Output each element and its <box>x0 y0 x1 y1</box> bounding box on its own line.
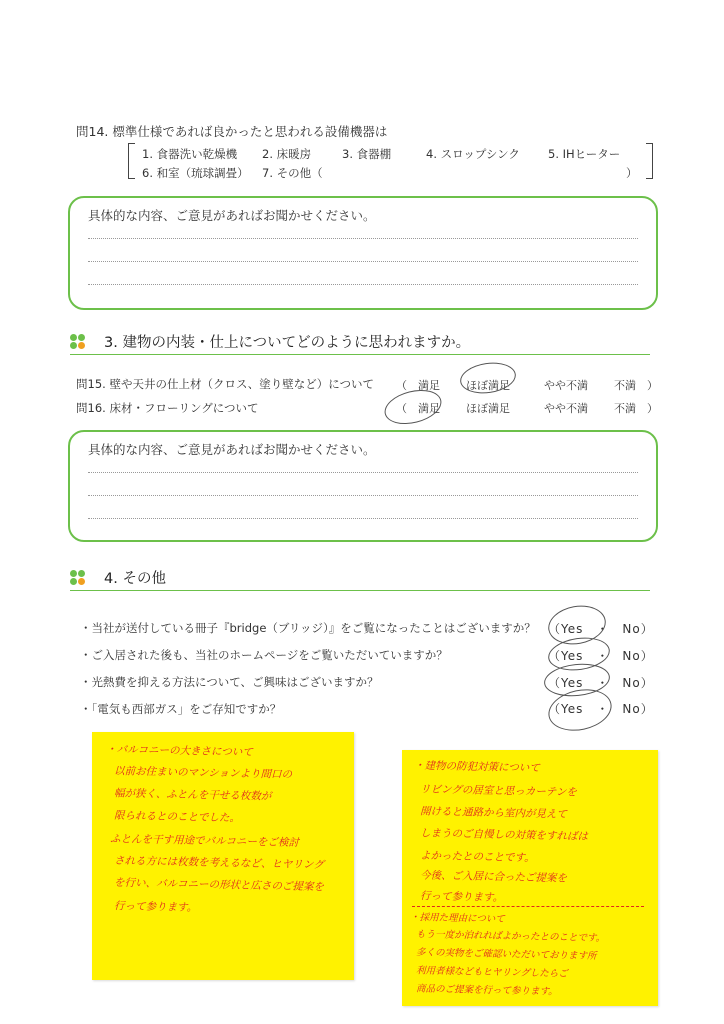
bracket-right <box>646 143 653 179</box>
other-question-3: ・光熱費を抑える方法について、ご興味はございますか？ <box>80 675 379 689</box>
note-left-line: を行い、バルコニーの形状と広さのご提案を <box>113 876 325 894</box>
note-left-line: 行って参ります。 <box>113 900 198 914</box>
dotted-line <box>88 518 638 519</box>
note-right-line: ・建物の防犯対策について <box>413 759 540 775</box>
note-left-line: ・バルコニーの大きさについて <box>105 743 253 759</box>
note-left-line: 以前お住まいのマンションより間口の <box>113 765 293 781</box>
q14-option-6[interactable]: 6. 和室（琉球調畳） <box>142 166 249 180</box>
q16-dissatisfied[interactable]: 不満 ） <box>614 402 658 415</box>
note-right-line: ・採用た理由について <box>409 912 505 925</box>
other-question-1: ・当社が送付している冊子『bridge（ブリッジ）』をご覧になったことはございますか？ <box>80 621 536 635</box>
clover-icon <box>70 334 86 350</box>
q16-somewhat-dissatisfied[interactable]: やや不満 <box>544 402 588 415</box>
note-left-line: ふとんを干す用途でバルコニーをご検討 <box>109 833 300 849</box>
note-left-line: される方には枚数を考えるなど、ヒヤリング <box>113 854 324 872</box>
comment-box-2[interactable] <box>68 430 658 542</box>
q15-label: 問15. 壁や天井の仕上材（クロス、塗り壁など）について <box>76 377 375 391</box>
section-3-title: 3. 建物の内装・仕上についてどのように思われますか。 <box>104 335 471 351</box>
answer-yes-no-2[interactable]: （Yes ・ No） <box>548 649 654 663</box>
dotted-line <box>88 495 638 496</box>
note-right-line: リビングの居室と思っカーテンを <box>419 783 577 799</box>
note-separator <box>412 906 644 907</box>
comment-box-1-title: 具体的な内容、ご意見があればお聞かせください。 <box>88 208 376 223</box>
q14-option-7[interactable]: 7. その他（ <box>262 166 323 180</box>
q14-option-7-close: ） <box>626 166 638 180</box>
answer-yes-no-4[interactable]: （Yes ・ No） <box>548 702 654 716</box>
comment-box-1[interactable] <box>68 196 658 310</box>
q14-option-5[interactable]: 5. IHヒーター <box>548 147 621 161</box>
q15-mostly-satisfied[interactable]: ほぼ満足 <box>466 379 510 392</box>
dotted-line <box>88 284 638 285</box>
note-left-line: 幅が狭く、ふとんを干せる枚数が <box>113 787 272 803</box>
bracket-left <box>128 143 135 179</box>
q15-somewhat-dissatisfied[interactable]: やや不満 <box>544 379 588 392</box>
dotted-line <box>88 472 638 473</box>
note-right-line: 今後、ご入居に合ったご提案を <box>419 869 568 885</box>
q15-satisfied[interactable]: （ 満足 <box>396 379 440 392</box>
q14-label: 問14. 標準仕様であれば良かったと思われる設備機器は <box>76 124 388 139</box>
q14-option-2[interactable]: 2. 床暖房 <box>262 147 312 161</box>
clover-icon <box>70 570 86 586</box>
note-right-line: 多くの実物をご確認いただいております所 <box>415 947 597 962</box>
other-question-4: ・「電気も西部ガス」をご存知ですか？ <box>80 702 282 716</box>
q16-label: 問16. 床材・フローリングについて <box>76 401 259 415</box>
dotted-line <box>88 261 638 262</box>
note-right-line: 開けると通路から室内が見えて <box>419 805 568 821</box>
section-4-title: 4. その他 <box>104 571 166 587</box>
q15-dissatisfied[interactable]: 不満 ） <box>614 379 658 392</box>
note-right-line: よかったとのことです。 <box>419 849 535 865</box>
section-3-header <box>70 330 650 355</box>
note-left-line: 限られるとのことでした。 <box>113 809 241 825</box>
q14-option-3[interactable]: 3. 食器棚 <box>342 147 392 161</box>
q16-satisfied[interactable]: （ 満足 <box>396 402 440 415</box>
note-right-line: しまうのご自慢しの対策をすればは <box>419 827 589 843</box>
note-right-line: 行って参ります。 <box>419 890 504 904</box>
comment-box-2-title: 具体的な内容、ご意見があればお聞かせください。 <box>88 442 376 457</box>
other-question-2: ・ご入居された後も、当社のホームページをご覧いただいていますか？ <box>80 648 448 662</box>
answer-yes-no-1[interactable]: （Yes ・ No） <box>548 622 654 636</box>
answer-yes-no-3[interactable]: （Yes ・ No） <box>548 676 654 690</box>
q16-mostly-satisfied[interactable]: ほぼ満足 <box>466 402 510 415</box>
q14-option-1[interactable]: 1. 食器洗い乾燥機 <box>142 147 238 161</box>
note-right-line: 商品のご提案を行って参ります。 <box>415 983 558 998</box>
sticky-note-left <box>92 732 354 980</box>
note-right-line: 利用者様などもヒヤリングしたらご <box>415 965 568 980</box>
q14-option-4[interactable]: 4. スロップシンク <box>426 147 520 161</box>
note-right-line: もう一度か泊れればよかったとのことです。 <box>415 929 606 944</box>
dotted-line <box>88 238 638 239</box>
sticky-note-right <box>402 750 658 1006</box>
section-4-header <box>70 566 650 591</box>
